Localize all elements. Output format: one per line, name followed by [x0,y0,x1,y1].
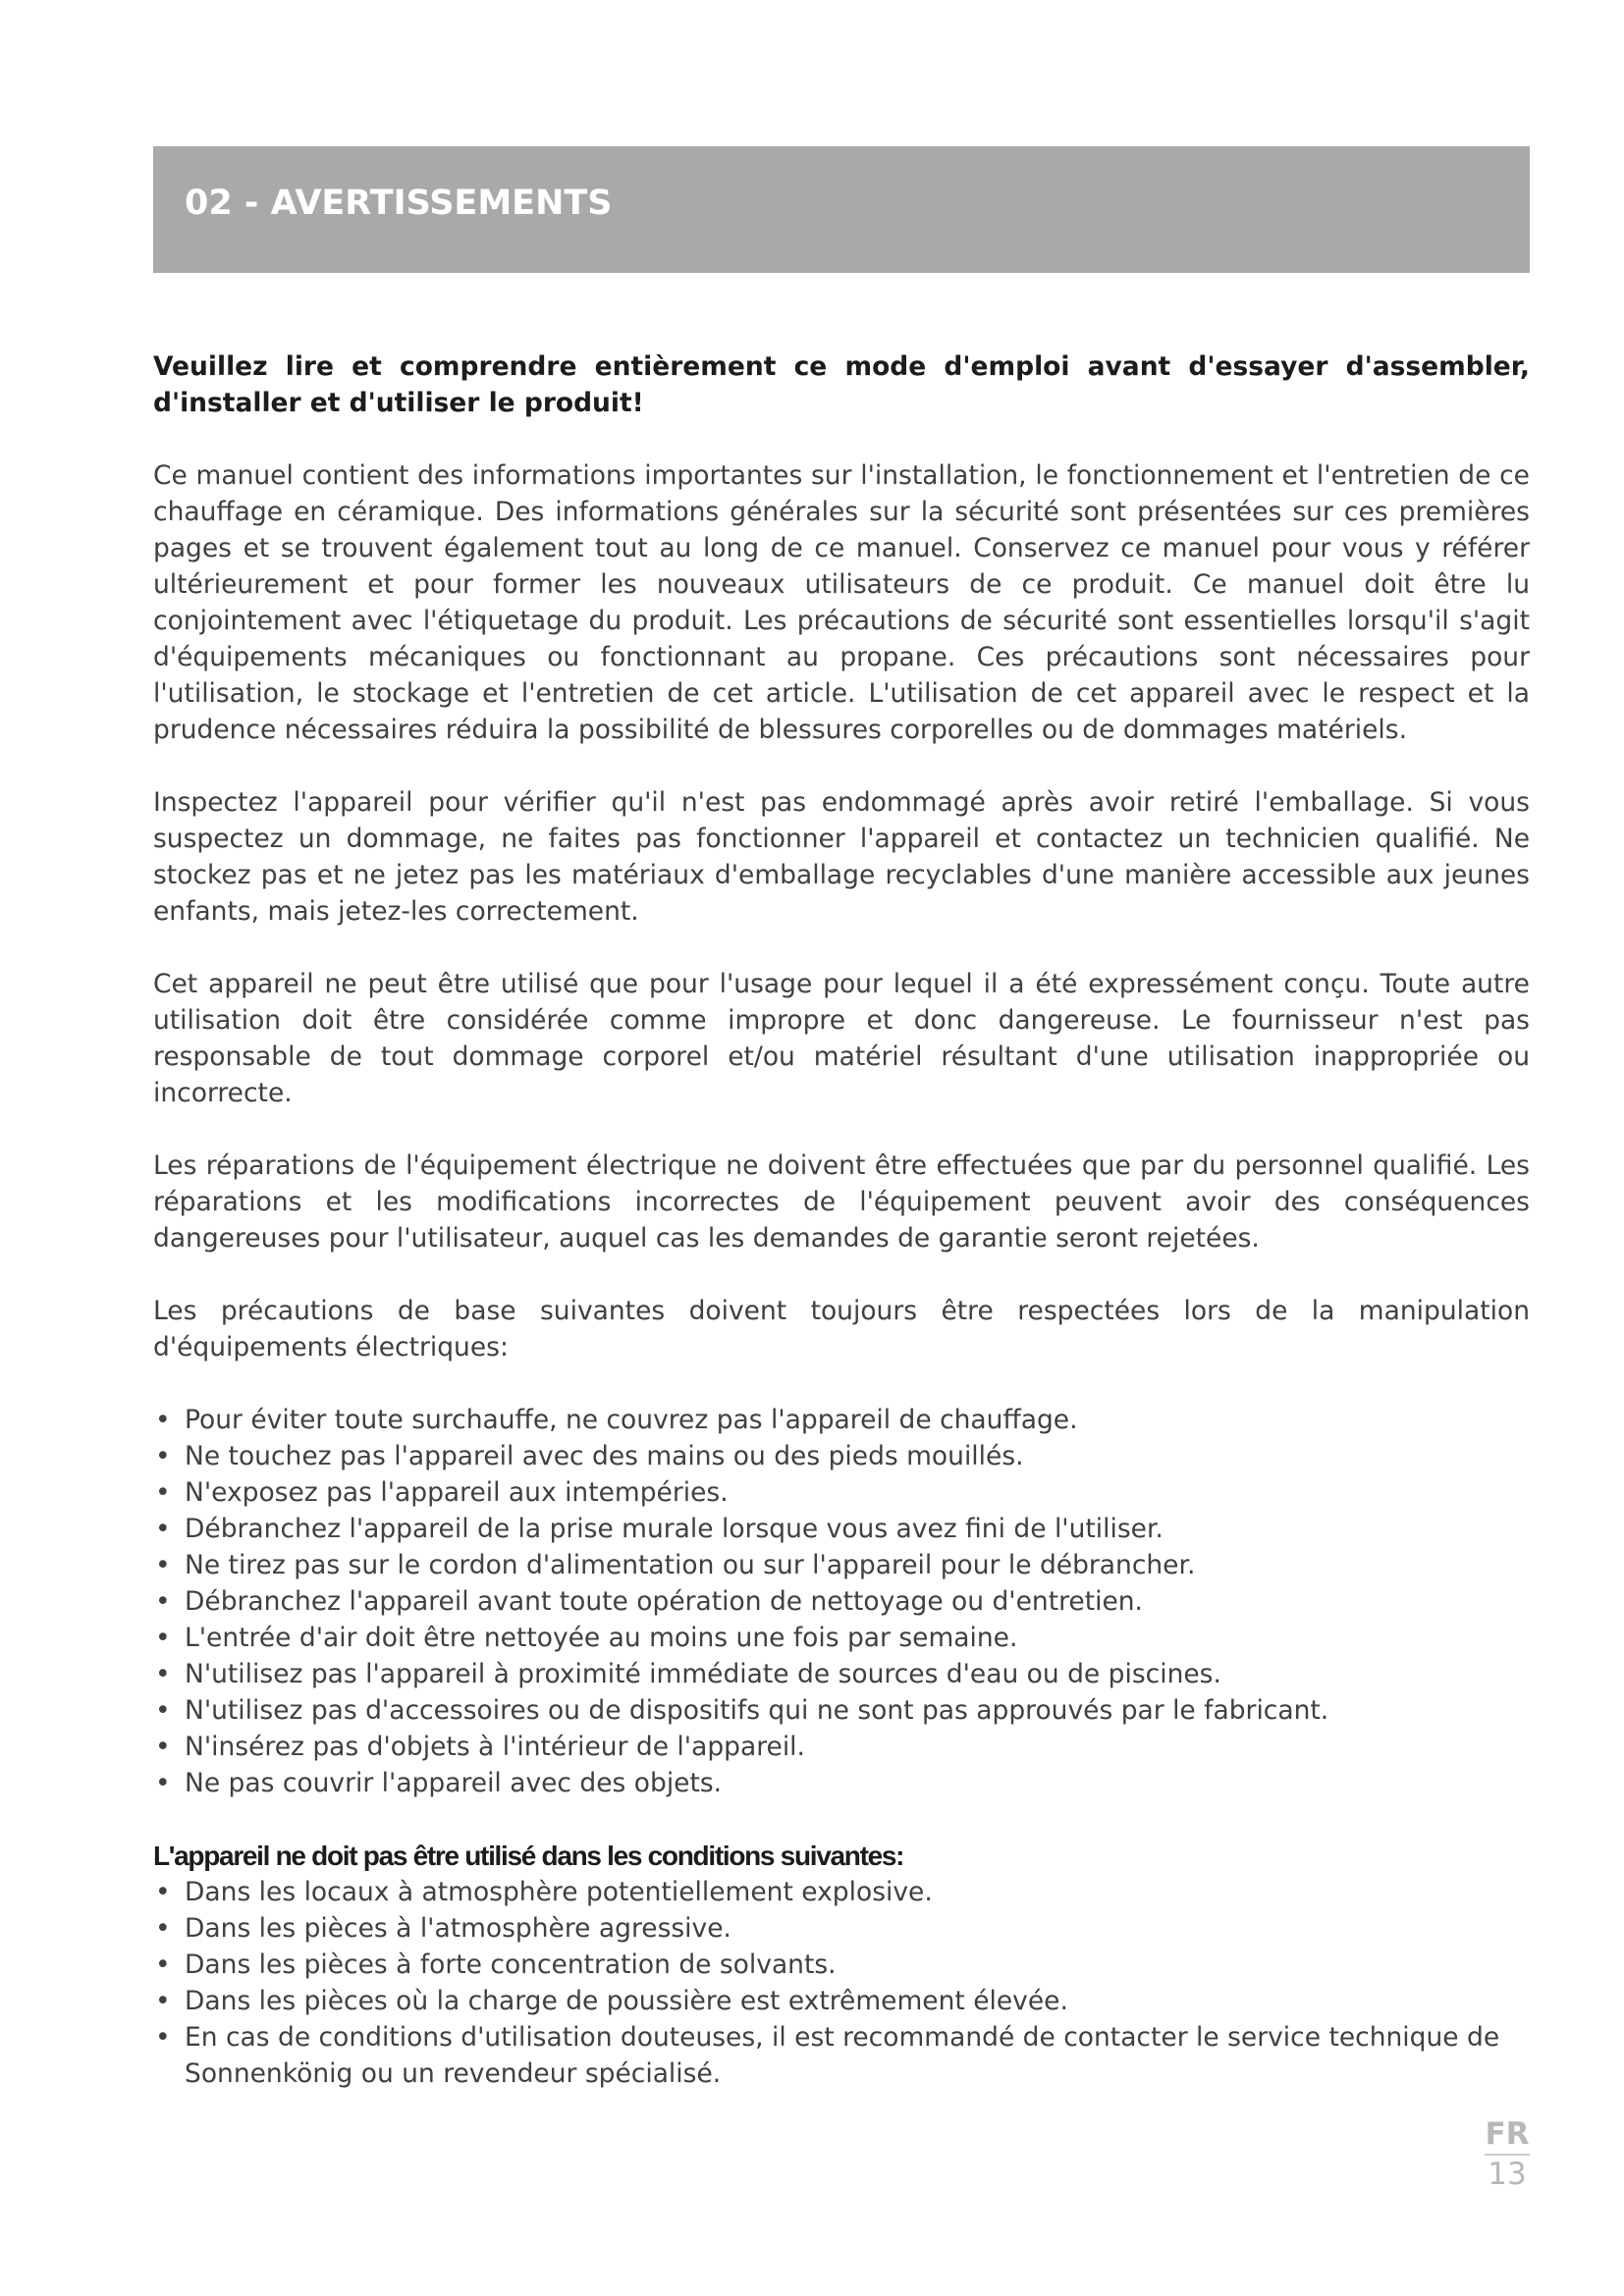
section-title: 02 - AVERTISSEMENTS [185,184,613,223]
list-item: • Ne pas couvrir l'appareil avec des objets. [153,1765,1530,1801]
list-item: • N'utilisez pas d'accessoires ou de dispositifs qui ne sont pas approuvés par le fabricant. [153,1692,1530,1729]
list-item: • L'entrée d'air doit être nettoyée au moins une fois par semaine. [153,1620,1530,1656]
main-content [153,348,1530,2092]
paragraph-repairs: Les réparations de l'équipement électrique ne doivent être effectuées que par du personnel qualifié. Les réparations et les modifications incorrectes de l'équipement peuvent avoir des conséquences dangereuses pour l'utilisateur, auquel cas les demandes de garantie seront rejetées. [153,1150,1530,1254]
paragraph-intended-use: Cet appareil ne peut être utilisé que pour l'usage pour lequel il a été expressément conçu. Toute autre utilisation doit être considérée comme impropre et donc dangereuse. Le fournisseur n'est pas responsable de tout dommage corporel et/ou matériel résultant d'une utilisation inappropriée ou incorrecte. [153,969,1530,1108]
list-item: • N'exposez pas l'appareil aux intempéries. [153,1474,1530,1511]
list-item: • Dans les pièces où la charge de poussière est extrêmement élevée. [153,1983,1530,2019]
section-header [153,146,1530,273]
list-item: • N'insérez pas d'objets à l'intérieur de l'appareil. [153,1729,1530,1765]
list-item: • Dans les pièces à l'atmosphère agressive. [153,1910,1530,1947]
list-item: • Dans les pièces à forte concentration de solvants. [153,1947,1530,1983]
intro-warning: Veuillez lire et comprendre entièrement ce mode d'emploi avant d'essayer d'assembler, d'installer et d'utiliser le produit! [153,351,1530,418]
page-footer [1485,2116,1530,2193]
list-item: • Pour éviter toute surchauffe, ne couvrez pas l'appareil de chauffage. [153,1402,1530,1438]
conditions-list [153,1874,1530,2092]
paragraph-inspection: Inspectez l'appareil pour vérifier qu'il n'est pas endommagé après avoir retiré l'emballage. Si vous suspectez un dommage, ne faites pas fonctionner l'appareil et contactez un technicien qualifié. Ne stockez pas et ne jetez pas les matériaux d'emballage recyclables d'une manière accessible aux jeunes enfants, mais jetez-les correctement. [153,787,1530,927]
list-item: • Débranchez l'appareil avant toute opération de nettoyage ou d'entretien. [153,1583,1530,1620]
language-code: FR [1485,2116,1530,2156]
list-item: • N'utilisez pas l'appareil à proximité immédiate de sources d'eau ou de piscines. [153,1656,1530,1692]
conditions-heading: L'appareil ne doit pas être utilisé dans les conditions suivantes: [153,1841,904,1871]
list-item: • Ne tirez pas sur le cordon d'alimentation ou sur l'appareil pour le débrancher. [153,1547,1530,1583]
list-item: • Ne touchez pas l'appareil avec des mains ou des pieds mouillés. [153,1438,1530,1474]
precautions-list [153,1402,1530,1801]
paragraph-manual-info: Ce manuel contient des informations importantes sur l'installation, le fonctionnement et l'entretien de ce chauffage en céramique. Des informations générales sur la sécurité sont présentées sur ces premières pages et se trouvent également tout au long de ce manuel. Conservez ce manuel pour vous y référer ultérieurement et pour former les nouveaux utilisateurs de ce produit. Ce manuel doit être lu conjointement avec l'étiquetage du produit. Les précautions de sécurité sont essentielles lorsqu'il s'agit d'équipements mécaniques ou fonctionnant au propane. Ces précautions sont nécessaires pour l'utilisation, le stockage et l'entretien de cet article. L'utilisation de cet appareil avec le respect et la prudence nécessaires réduira la possibilité de blessures corporelles ou de dommages matériels. [153,460,1530,745]
list-item: • Dans les locaux à atmosphère potentiellement explosive. [153,1874,1530,1910]
list-item: • En cas de conditions d'utilisation douteuses, il est recommandé de contacter le service technique de Sonnenkönig ou un revendeur spécialisé. [153,2019,1530,2092]
page-number: 13 [1488,2157,1527,2192]
list-item: • Débranchez l'appareil de la prise murale lorsque vous avez fini de l'utiliser. [153,1511,1530,1547]
paragraph-basic-precautions: Les précautions de base suivantes doivent toujours être respectées lors de la manipulation d'équipements électriques: [153,1296,1530,1362]
